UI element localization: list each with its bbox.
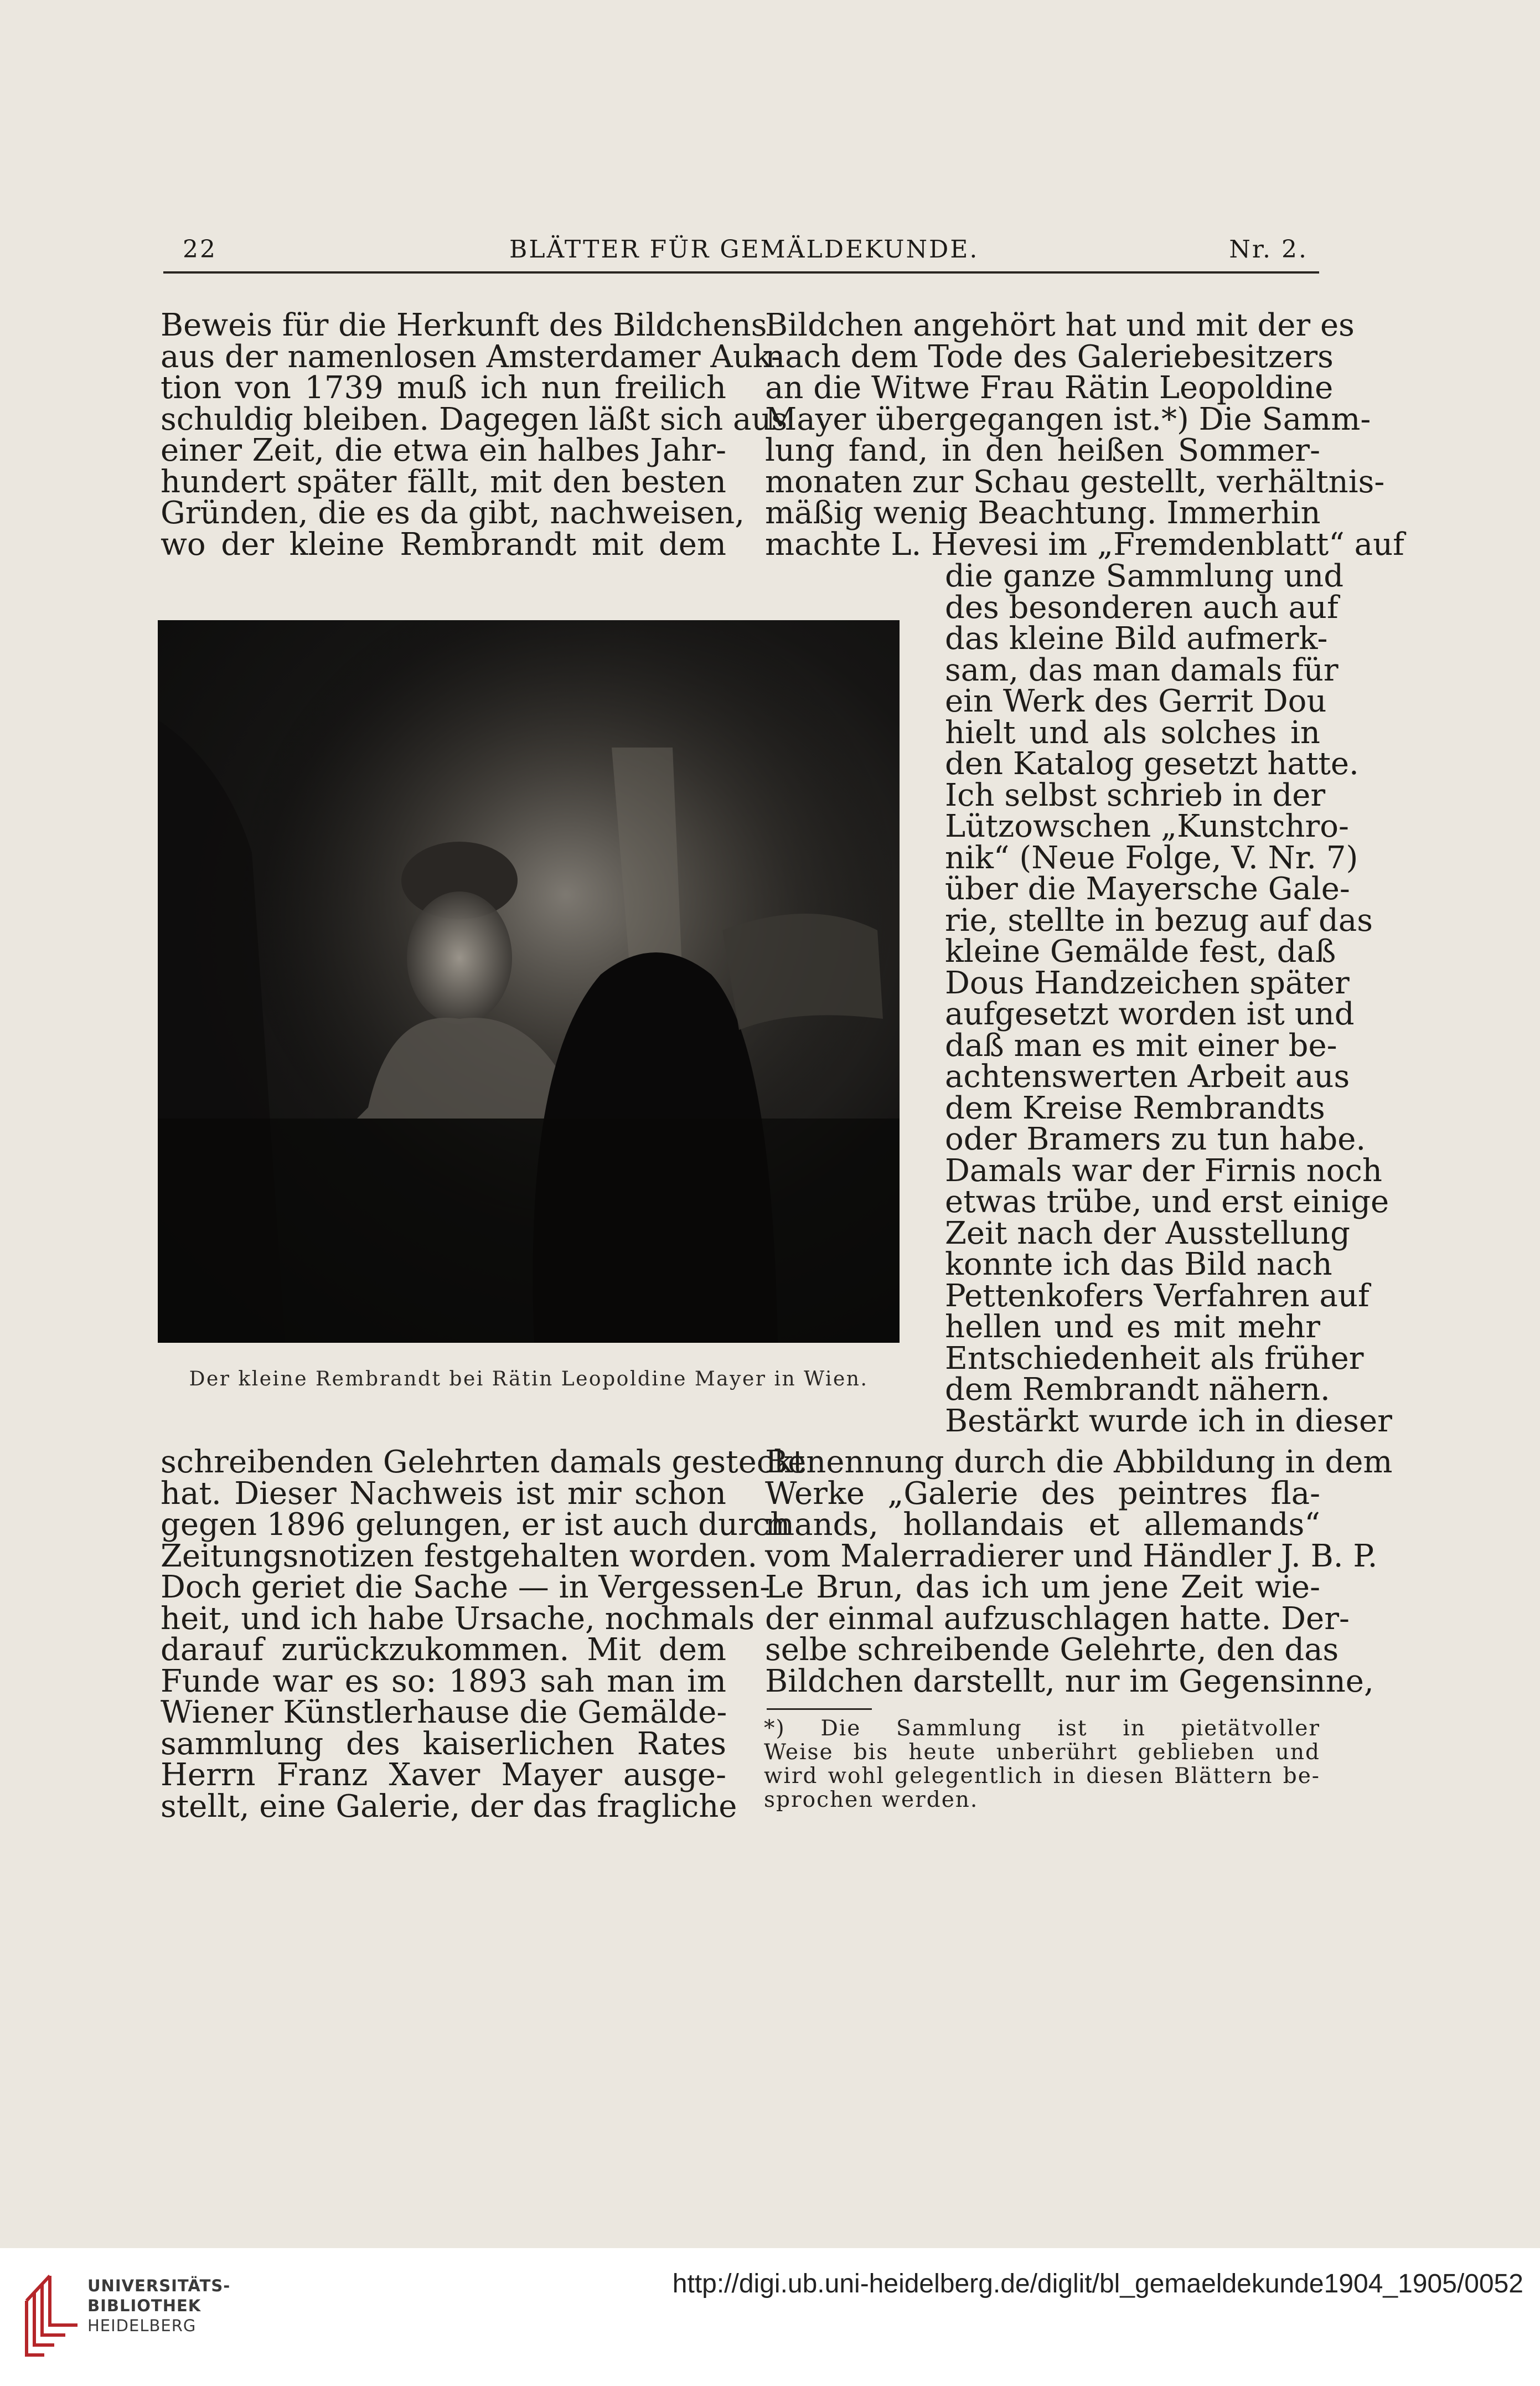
text-line: achtenswerten Arbeit aus (945, 1059, 1350, 1095)
text-line: einer Zeit, die etwa ein halbes Jahr- (161, 432, 726, 468)
text-line: sammlung des kaiserlichen Rates (161, 1725, 726, 1762)
left-column-bottom (161, 1444, 805, 1825)
text-line: stellt, eine Galerie, der das fragliche (161, 1788, 737, 1825)
text-line: Le Brun, das ich um jene Zeit wie- (765, 1569, 1320, 1605)
issue-number: Nr. 2. (1229, 235, 1308, 264)
text-line: über die Mayersche Gale- (945, 871, 1350, 907)
text-line: Bestärkt wurde ich in dieser (945, 1403, 1392, 1439)
text-line: das kleine Bild aufmerk- (945, 621, 1328, 657)
right-column-top (765, 307, 1404, 563)
text-line: Damals war der Firnis noch (945, 1152, 1382, 1189)
text-line: gegen 1896 gelungen, er ist auch durch (161, 1507, 790, 1543)
page-number: 22 (183, 235, 217, 264)
text-line: heit, und ich habe Ursache, nochmals (161, 1600, 755, 1637)
library-logo-icon (22, 2268, 83, 2359)
text-line: nik“ (Neue Folge, V. Nr. 7) (945, 839, 1358, 876)
text-line: Werke „Galerie des peintres fla- (765, 1475, 1320, 1512)
text-line: Bildchen darstellt, nur im Gegensinne, (765, 1663, 1374, 1699)
text-line: tion von 1739 muß ich nun freilich (161, 370, 726, 406)
text-line: daß man es mit einer be- (945, 1027, 1337, 1064)
text-line: vom Malerradierer und Händler J. B. P. (765, 1538, 1378, 1574)
text-line: darauf zurückzukommen. Mit dem (161, 1632, 726, 1668)
footnote-line: *) Die Sammlung ist in pietätvoller (764, 1716, 1320, 1741)
text-line: an die Witwe Frau Rätin Leopoldine (765, 370, 1334, 406)
text-line: Doch geriet die Sache — in Vergessen- (161, 1569, 771, 1605)
text-line: Zeitungsnotizen festgehalten worden. (161, 1538, 758, 1574)
text-line: Bildchen angehört hat und mit der es (765, 307, 1355, 343)
library-line: BIBLIOTHEK (87, 2296, 201, 2315)
text-line: hat. Dieser Nachweis ist mir schon (161, 1475, 726, 1512)
permalink-url[interactable]: http://digi.ub.uni-heidelberg.de/diglit/bl_gemaeldekunde1904_1905/0052 (672, 2269, 1523, 2299)
text-line: Lützowschen „Kunstchro- (945, 808, 1349, 844)
right-column-narrow (945, 558, 1392, 1439)
text-line: der einmal aufzuschlagen hatte. Der- (765, 1600, 1350, 1637)
text-line: hundert später fällt, mit den besten (161, 463, 726, 500)
text-line: dem Kreise Rembrandts (945, 1090, 1325, 1126)
text-line: Mayer übergegangen ist.*) Die Samm- (765, 401, 1371, 437)
header-rule (163, 271, 1319, 274)
text-line: etwas trübe, und erst einige (945, 1184, 1389, 1220)
text-line: Wiener Künstlerhause die Gemälde- (161, 1694, 727, 1730)
text-line: Benennung durch die Abbildung in dem (765, 1444, 1393, 1480)
text-line: hielt und als solches in (945, 714, 1320, 751)
footnote-line: sprochen werden. (764, 1787, 979, 1812)
text-line: aufgesetzt worden ist und (945, 996, 1355, 1032)
text-line: Zeit nach der Ausstellung (945, 1215, 1350, 1251)
text-line: selbe schreibende Gelehrte, den das (765, 1632, 1339, 1668)
rembrandt-painting-reproduction (158, 620, 900, 1343)
text-line: machte L. Hevesi im „Fremdenblatt“ auf (765, 526, 1404, 563)
text-line: mands, hollandais et allemands“ (765, 1507, 1320, 1543)
text-line: Entschiedenheit als früher (945, 1340, 1364, 1377)
text-line: monaten zur Schau gestellt, verhältnis- (765, 463, 1385, 500)
text-line: des besonderen auch auf (945, 589, 1339, 626)
text-line: Pettenkofers Verfahren auf (945, 1277, 1370, 1314)
library-line: UNIVERSITÄTS- (87, 2276, 231, 2295)
painting-image (158, 620, 900, 1343)
text-line: kleine Gemälde fest, daß (945, 934, 1336, 970)
footnote-line: wird wohl gelegentlich in diesen Blättern be- (764, 1764, 1320, 1789)
running-header (163, 230, 1319, 269)
right-column-bottom (765, 1444, 1393, 1699)
text-line: aus der namenlosen Amsterdamer Auk- (161, 338, 782, 375)
text-line: ein Werk des Gerrit Dou (945, 683, 1327, 719)
text-line: Ich selbst schrieb in der (945, 777, 1326, 813)
text-line: Dous Handzeichen später (945, 965, 1350, 1001)
text-line: Gründen, die es da gibt, nachweisen, (161, 495, 745, 531)
text-line: dem Rembrandt nähern. (945, 1372, 1330, 1408)
text-line: Funde war es so: 1893 sah man im (161, 1663, 726, 1699)
text-line: Beweis für die Herkunft des Bildchens (161, 307, 767, 343)
text-line: lung fand, in den heißen Sommer- (765, 432, 1320, 468)
text-line: schuldig bleiben. Dagegen läßt sich aus (161, 401, 788, 437)
library-name (87, 2276, 230, 2336)
text-line: konnte ich das Bild nach (945, 1246, 1332, 1282)
text-line: den Katalog gesetzt hatte. (945, 746, 1359, 782)
library-city: HEIDELBERG (87, 2316, 197, 2335)
text-line: wo der kleine Rembrandt mit dem (161, 526, 726, 563)
text-line: nach dem Tode des Galeriebesitzers (765, 338, 1334, 375)
text-line: rie, stellte in bezug auf das (945, 902, 1373, 939)
figure-caption: Der kleine Rembrandt bei Rätin Leopoldine Mayer in Wien. (189, 1368, 869, 1390)
footnote (764, 1717, 1320, 1812)
text-line: sam, das man damals für (945, 652, 1339, 688)
text-line: hellen und es mit mehr (945, 1309, 1320, 1345)
journal-title: BLÄTTER FÜR GEMÄLDEKUNDE. (509, 235, 979, 264)
footnote-rule (767, 1708, 872, 1710)
text-line: schreibenden Gelehrten damals gesteckt (161, 1444, 805, 1480)
text-line spaced: Herrn Franz Xaver Mayer ausge- (161, 1757, 726, 1793)
left-column-top (161, 307, 788, 563)
footnote-line: Weise bis heute unberührt geblieben und (764, 1740, 1320, 1765)
text-line: oder Bramers zu tun habe. (945, 1121, 1366, 1157)
text-line: die ganze Sammlung und (945, 558, 1344, 594)
text-line: mäßig wenig Beachtung. Immerhin (765, 495, 1321, 531)
